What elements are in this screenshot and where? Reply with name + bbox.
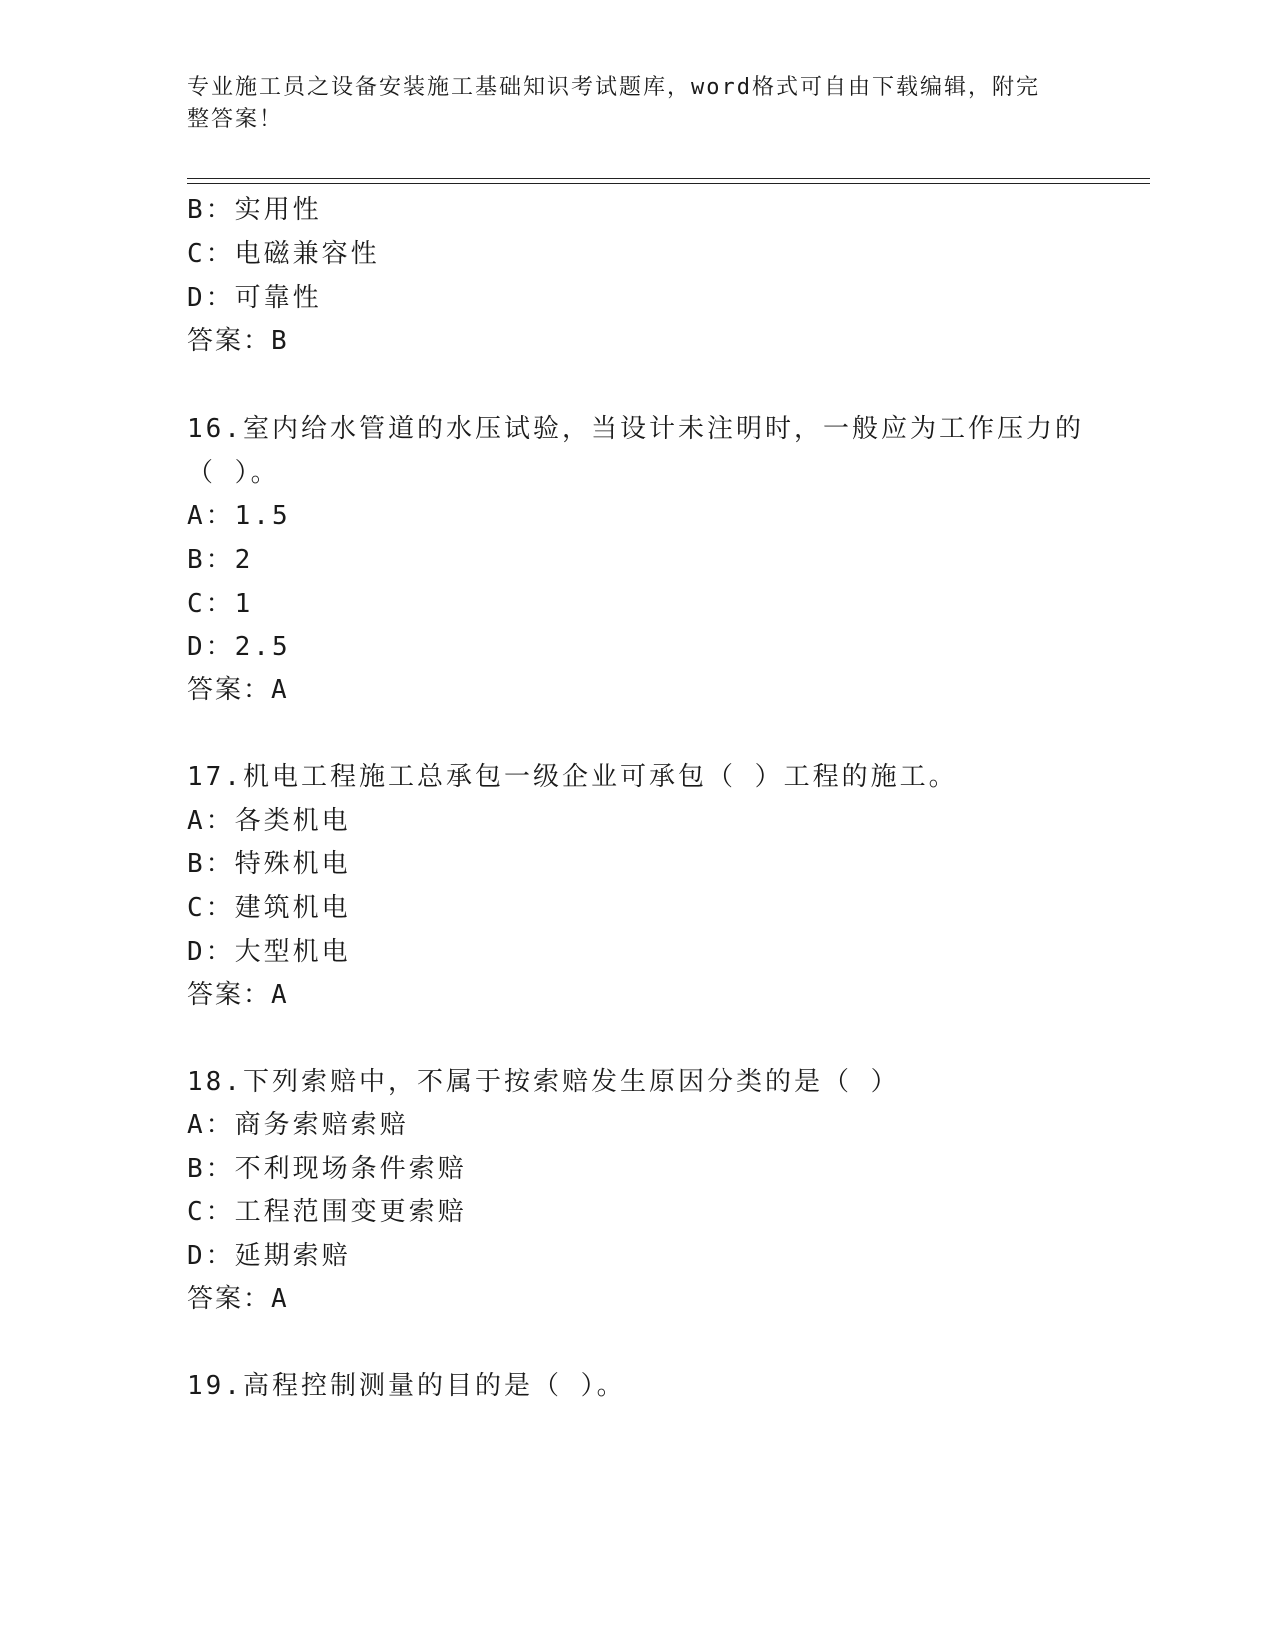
header-divider-top	[187, 178, 1150, 179]
q15-option-d: D：可靠性	[187, 283, 322, 313]
q18-option-a: A：商务索赔索赔	[187, 1110, 409, 1140]
header-divider-bottom	[187, 183, 1150, 184]
q16-option-c: C：1	[187, 589, 254, 619]
q17-option-a: A：各类机电	[187, 806, 351, 836]
q16-stem-line-2: （ ）。	[187, 458, 280, 488]
q17-stem-line-1: 17.机电工程施工总承包一级企业可承包（ ）工程的施工。	[187, 762, 958, 792]
q18-option-b: B：不利现场条件索赔	[187, 1154, 467, 1184]
document-header	[187, 72, 1087, 136]
q17-option-d: D：大型机电	[187, 937, 351, 967]
q17-answer: 答案：A	[187, 980, 289, 1010]
q18-option-d: D：延期索赔	[187, 1241, 351, 1271]
q15-answer: 答案：B	[187, 326, 289, 356]
q16-option-a: A：1.5	[187, 501, 291, 531]
q16-answer: 答案：A	[187, 675, 289, 705]
q18-answer: 答案：A	[187, 1284, 289, 1314]
q16-option-d: D：2.5	[187, 632, 291, 662]
q17-option-b: B：特殊机电	[187, 849, 351, 879]
q17-option-c: C：建筑机电	[187, 893, 351, 923]
q18-option-c: C：工程范围变更索赔	[187, 1197, 467, 1227]
q19-stem-line-1: 19.高程控制测量的目的是（ ）。	[187, 1371, 626, 1401]
q18-stem-line-1: 18.下列索赔中，不属于按索赔发生原因分类的是（ ）	[187, 1067, 900, 1097]
q16-stem-line-1: 16.室内给水管道的水压试验，当设计未注明时，一般应为工作压力的	[187, 414, 1084, 444]
q16-option-b: B：2	[187, 545, 254, 575]
header-line-2: 整答案！	[187, 107, 284, 132]
q15-option-c: C：电磁兼容性	[187, 239, 380, 269]
q15-option-b: B：实用性	[187, 195, 322, 225]
header-line-1: 专业施工员之设备安装施工基础知识考试题库，word格式可自由下载编辑，附完	[187, 75, 1040, 100]
